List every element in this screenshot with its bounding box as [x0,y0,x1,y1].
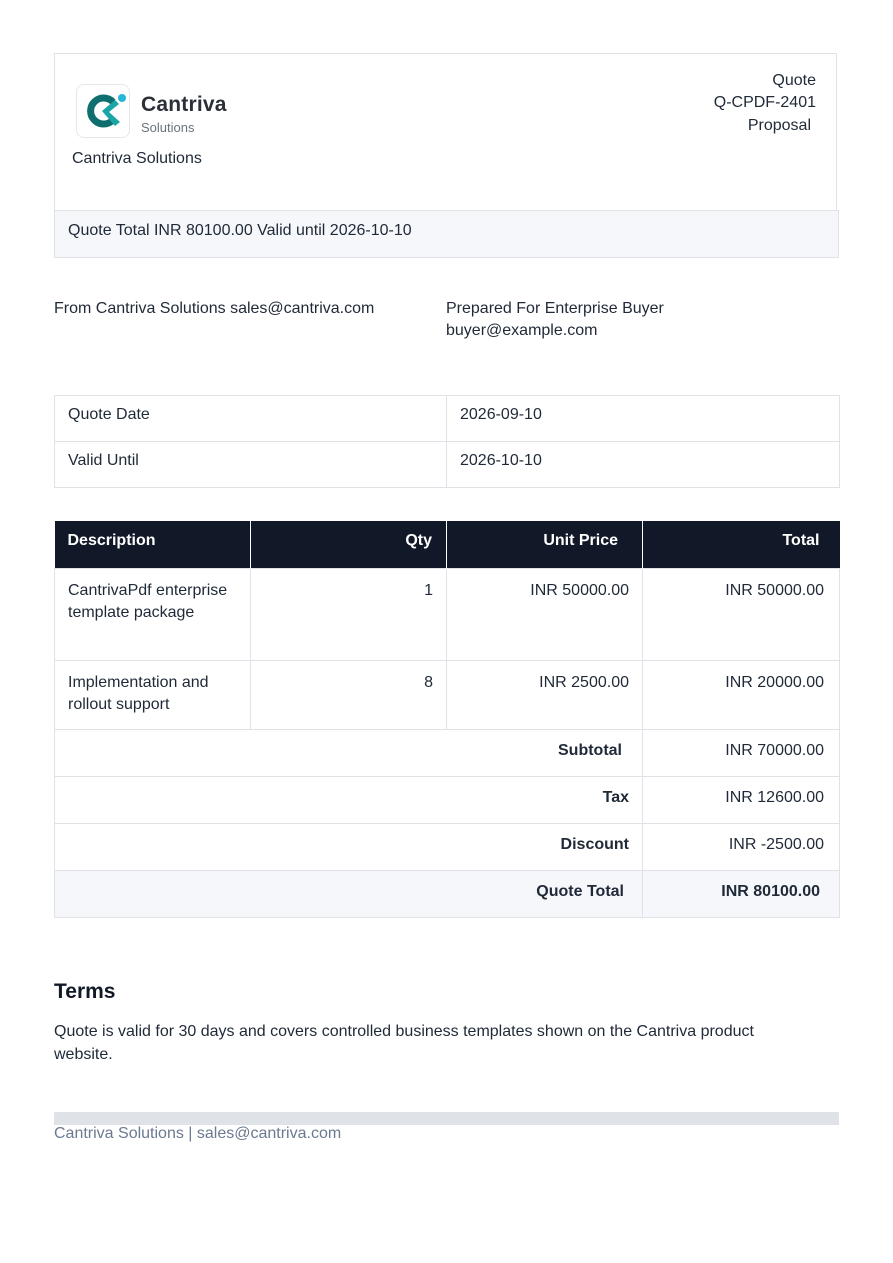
item-qty: 8 [251,660,447,729]
summary-value: INR 80100.00 [643,870,840,917]
footer-text: Cantriva Solutions | sales@cantriva.com [54,1125,342,1142]
item-description: CantrivaPdf enterprise template package [55,568,251,660]
date-label: Valid Until [55,442,447,488]
table-row [55,568,840,660]
summary-value: INR -2500.00 [643,823,840,870]
item-total: INR 50000.00 [643,568,840,660]
summary-value: INR 12600.00 [643,776,840,823]
discount-row [55,823,840,870]
quote-type-label: Quote [772,72,816,89]
date-value: 2026-10-10 [447,442,840,488]
quote-kind-label: Proposal [747,117,811,134]
column-header-total: Total [643,521,840,568]
quote-total-bar [54,210,839,258]
summary-label: Tax [55,776,643,823]
summary-label: Subtotal [55,729,643,776]
column-header-unit-price: Unit Price [447,521,643,568]
column-header-description: Description [55,521,251,568]
date-label: Quote Date [55,396,447,442]
quote-number: Q-CPDF-2401 [713,94,816,111]
tax-row [55,776,840,823]
terms-body: Quote is valid for 30 days and covers controlled business templates shown on the Cantriva product website. [54,1023,754,1063]
prepared-for-name: Prepared For Enterprise Buyer [446,300,664,317]
date-row [55,442,840,488]
item-unit-price: INR 2500.00 [447,660,643,729]
item-qty: 1 [251,568,447,660]
column-header-qty: Qty [251,521,447,568]
quote-dates-table [54,395,840,488]
item-description: Implementation and rollout support [55,660,251,729]
item-total: INR 20000.00 [643,660,840,729]
company-name: Cantriva Solutions [72,150,202,167]
subtotal-row [55,729,840,776]
date-value: 2026-09-10 [447,396,840,442]
summary-value: INR 70000.00 [643,729,840,776]
table-row [55,660,840,729]
item-unit-price: INR 50000.00 [447,568,643,660]
brand-subtitle: Solutions [141,120,195,135]
line-items-table [54,521,840,918]
brand-name: Cantriva [141,93,227,116]
table-header-row [55,521,840,568]
footer-divider [54,1112,839,1125]
quote-total-summary: Quote Total INR 80100.00 Valid until 2026-10-10 [68,222,412,239]
from-party: From Cantriva Solutions sales@cantriva.com [54,300,375,317]
prepared-for-party [446,298,664,342]
quote-total-row [55,870,840,917]
summary-label: Discount [55,823,643,870]
prepared-for-email: buyer@example.com [446,322,598,339]
cantriva-logo-icon [76,84,130,138]
date-row [55,396,840,442]
summary-label: Quote Total [55,870,643,917]
terms-heading: Terms [54,980,116,1003]
